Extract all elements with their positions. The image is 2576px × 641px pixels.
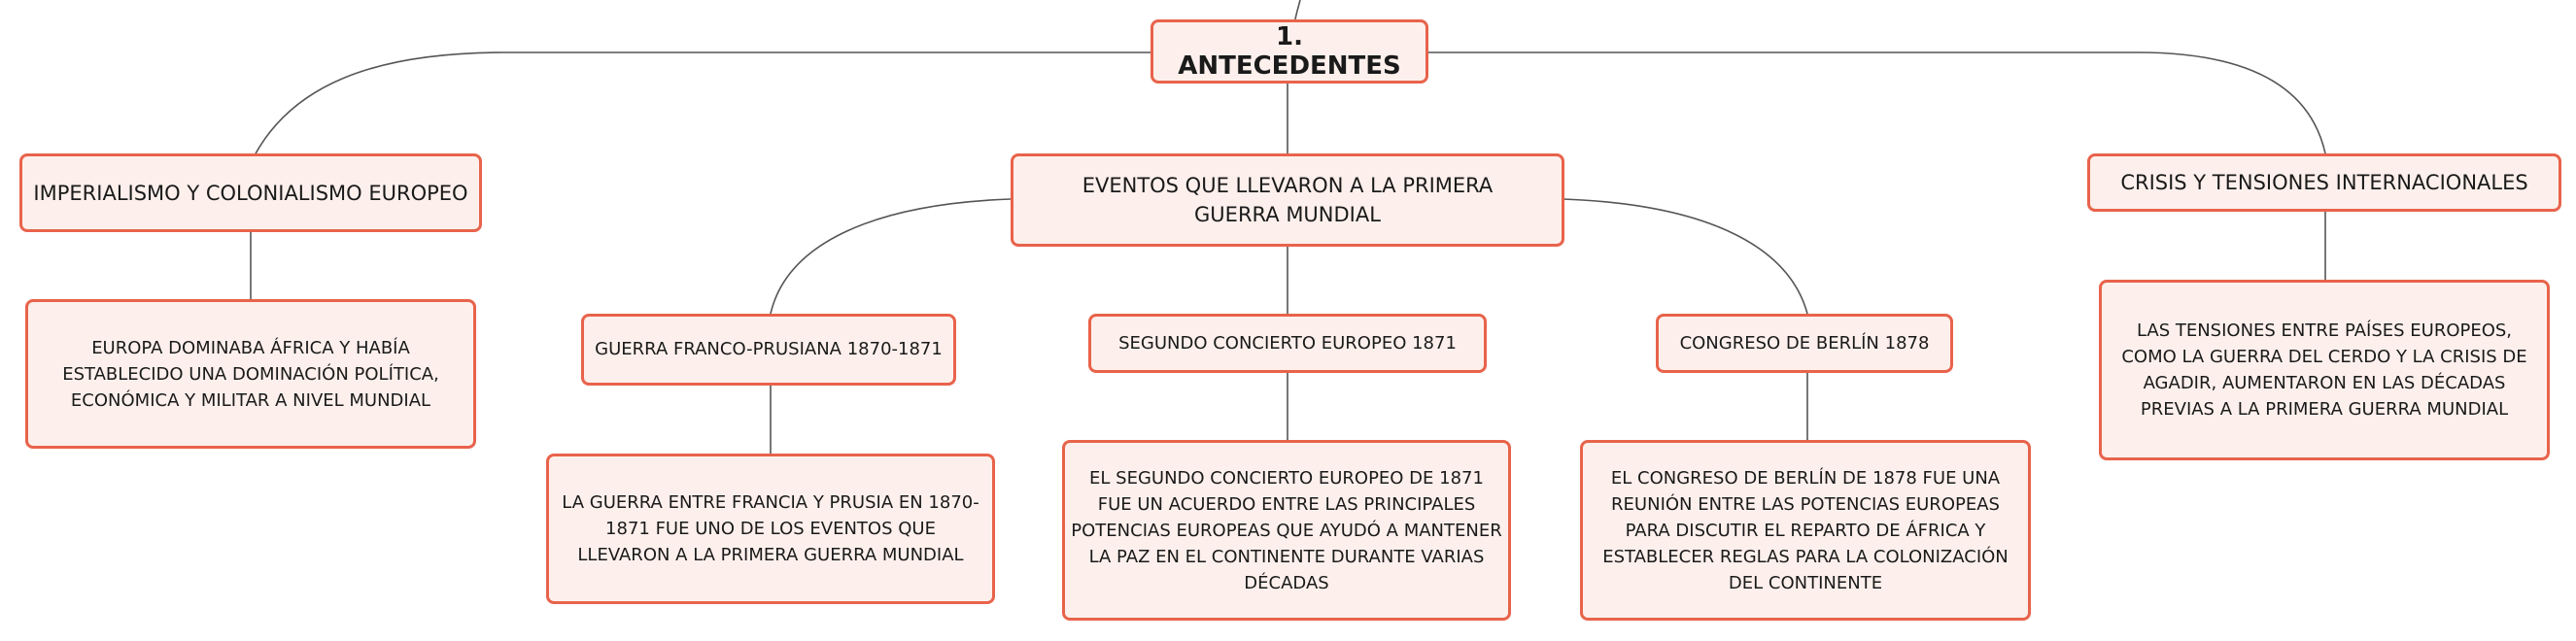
node-guerra-franco-prusiana[interactable] — [581, 314, 956, 386]
concierto-label: SEGUNDO CONCIERTO EUROPEO 1871 — [1118, 332, 1457, 354]
root-node[interactable] — [1151, 19, 1428, 84]
imperialismo-description-text: EUROPA DOMINABA ÁFRICA Y HABÍA ESTABLECIDO UNA DOMINACIÓN POLÍTICA, ECONÓMICA Y MILITAR A NIVEL MUNDIAL — [62, 337, 439, 411]
root-label: 1. ANTECEDENTES — [1178, 22, 1401, 81]
branch-eventos[interactable] — [1011, 153, 1564, 247]
branch-imperialismo-label: IMPERIALISMO Y COLONIALISMO EUROPEO — [33, 181, 468, 205]
branch-crisis[interactable] — [2087, 153, 2561, 212]
congreso-label: CONGRESO DE BERLÍN 1878 — [1679, 332, 1930, 354]
congreso-description-text: EL CONGRESO DE BERLÍN DE 1878 FUE UNA REUNIÓN ENTRE LAS POTENCIAS EUROPEAS PARA DISCUTIR EL REPARTO DE ÁFRICA Y ESTABLECER REGLAS PARA LA COLONIZACIÓN DEL CONTINENTE — [1602, 467, 2009, 593]
imperialismo-description[interactable] — [25, 299, 476, 449]
node-congreso-berlin[interactable] — [1656, 314, 1953, 373]
node-segundo-concierto[interactable] — [1088, 314, 1487, 373]
concierto-description-text: EL SEGUNDO CONCIERTO EUROPEO DE 1871 FUE UN ACUERDO ENTRE LAS PRINCIPALES POTENCIAS EUROPEAS QUE AYUDÓ A MANTENER LA PAZ EN EL CONTINENTE DURANTE VARIAS DÉCADAS — [1071, 467, 1502, 593]
guerra-description-text: LA GUERRA ENTRE FRANCIA Y PRUSIA EN 1870-1871 FUE UNO DE LOS EVENTOS QUE LLEVARON A LA PRIMERA GUERRA MUNDIAL — [562, 492, 979, 565]
guerra-description[interactable] — [546, 454, 995, 604]
concierto-description[interactable] — [1062, 440, 1511, 621]
congreso-description[interactable] — [1580, 440, 2031, 621]
branch-eventos-label: EVENTOS QUE LLEVARON A LA PRIMERA GUERRA MUNDIAL — [1082, 174, 1494, 226]
guerra-label: GUERRA FRANCO-PRUSIANA 1870-1871 — [595, 339, 943, 359]
crisis-description[interactable] — [2099, 280, 2550, 460]
branch-imperialismo[interactable] — [19, 153, 482, 232]
crisis-description-text: LAS TENSIONES ENTRE PAÍSES EUROPEOS, COMO LA GUERRA DEL CERDO Y LA CRISIS DE AGADIR, AUMENTARON EN LAS DÉCADAS PREVIAS A LA PRIMERA GUERRA MUNDIAL — [2121, 320, 2527, 420]
branch-crisis-label: CRISIS Y TENSIONES INTERNACIONALES — [2120, 171, 2528, 194]
